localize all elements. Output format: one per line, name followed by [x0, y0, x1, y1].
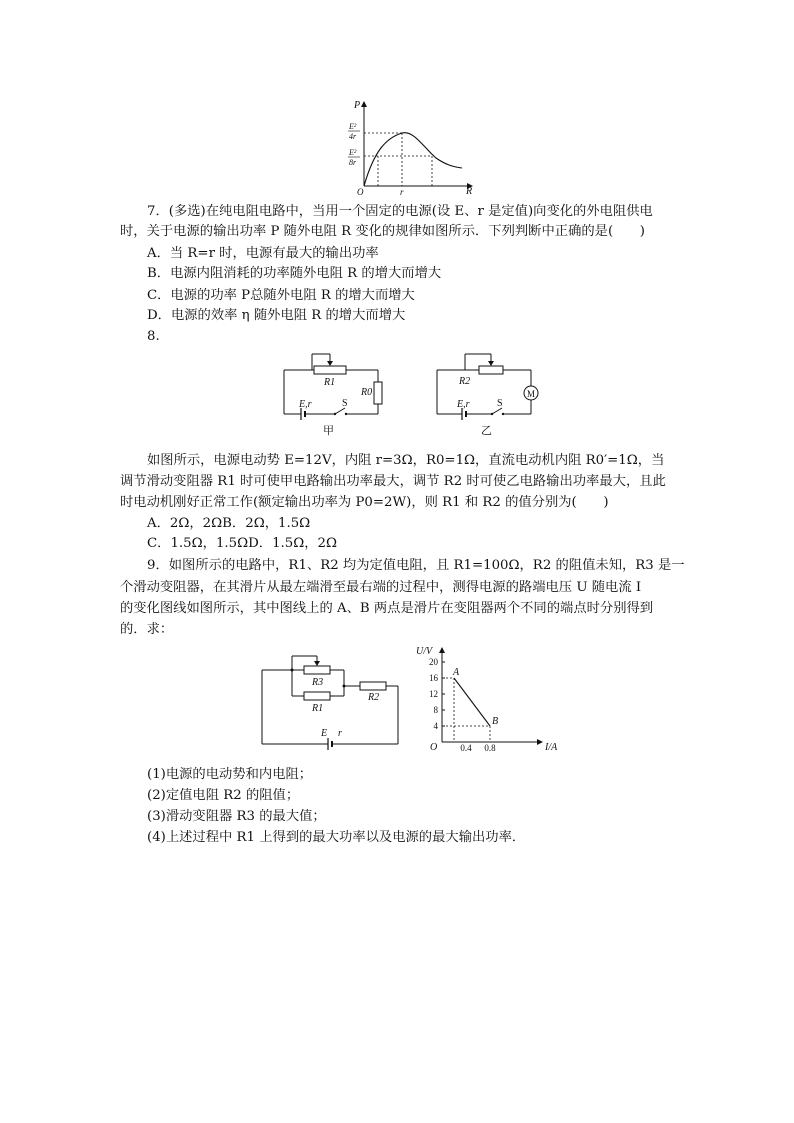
caption-b: 乙: [481, 425, 492, 437]
tick-top-numerator: E²: [349, 122, 357, 131]
q7-option-d: D．电源的效率 η 随外电阻 R 的增大而增大: [147, 308, 406, 323]
q8-line-2: 调节滑动变阻器 R1 时可使甲电路输出功率最大，调节 R2 时可使乙电路输出功率最大，且此: [120, 474, 666, 489]
q8-line-1: 如图所示，电源电动势 E=12V，内阻 r=3Ω，R0=1Ω，直流电动机内阻 R0′=1Ω，当: [147, 453, 665, 468]
tick-mid-numerator: E²: [349, 148, 357, 157]
q7-option-c: C．电源的功率 P总随外电阻 R 的增大而增大: [147, 288, 415, 303]
r2-label: R2: [459, 376, 471, 387]
power-curve: [364, 133, 462, 186]
source-label: E,r: [299, 399, 312, 410]
circuit-b-diagram: [435, 350, 545, 446]
p-axis-label: P: [354, 100, 361, 111]
y-tick-label: 8: [433, 705, 438, 715]
resistor-r3: [304, 666, 330, 674]
u-i-graph: [410, 642, 570, 754]
source-label: E,r: [457, 399, 470, 410]
switch-label: S: [342, 398, 348, 409]
tick-top-denominator: 4r: [349, 132, 357, 141]
q9-question-4: (4)上述过程中 R1 上得到的最大功率以及电源的最大输出功率．: [147, 830, 526, 845]
u-axis-label: U/V: [416, 646, 433, 657]
r1-label: R1: [312, 703, 324, 714]
q8-options-row-1: A．2Ω，2ΩB．2Ω，1.5Ω: [147, 516, 311, 531]
tick-r-label: r: [400, 187, 404, 196]
resistor-r2: [360, 682, 386, 690]
q8-line-3: 时电动机刚好正常工作(额定输出功率为 P0=2W)，则 R1 和 R2 的值分别为( ): [120, 495, 609, 510]
r3-label: R3: [312, 677, 324, 688]
e-label: E: [321, 728, 328, 739]
q9-line-4: 的．求：: [120, 622, 174, 637]
y-tick-label: 20: [429, 657, 438, 667]
y-tick-label: 12: [429, 689, 438, 699]
r1-label: R1: [324, 377, 336, 388]
power-resistance-graph: [340, 96, 480, 196]
q7-line-1: 7．(多选)在纯电阻电路中，当用一个固定的电源(设 E、r 是定值)向变化的外电阻供电: [147, 204, 653, 219]
q8-options-row-2: C．1.5Ω，1.5ΩD．1.5Ω，2Ω: [147, 536, 338, 551]
point-a-label: A: [453, 667, 460, 678]
r2-label: R2: [368, 692, 380, 703]
caption-a: 甲: [323, 425, 334, 437]
ab-line: [454, 678, 490, 726]
y-tick-label: 4: [433, 721, 438, 731]
x-tick-label: 0.8: [484, 743, 496, 753]
y-tick-label: 16: [429, 673, 438, 683]
q9-question-2: (2)定值电阻 R2 的阻值；: [147, 788, 300, 803]
q7-option-a: A．当 R=r 时，电源有最大的输出功率: [147, 246, 379, 261]
origin-label: O: [430, 742, 438, 753]
q9-question-3: (3)滑动变阻器 R3 的最大值；: [147, 809, 326, 824]
resistor-r2: [479, 366, 503, 374]
r0-label: R0: [361, 387, 373, 398]
q9-question-1: (1)电源的电动势和内电阻；: [147, 767, 313, 782]
circuit-a-diagram: [282, 350, 388, 446]
x-tick-label: 0.4: [460, 743, 472, 753]
resistor-r0: [374, 382, 382, 404]
resistor-r1: [304, 692, 330, 700]
q9-line-2: 个滑动变阻器，在其滑片从最左端滑至最右端的过程中，测得电源的路端电压 U 随电流 I: [120, 580, 642, 595]
resistor-r1: [314, 366, 346, 374]
motor-label: M: [527, 389, 536, 399]
i-axis-label: I/A: [545, 742, 558, 753]
r-axis-label: R: [466, 186, 473, 196]
q9-line-1: 9．如图所示的电路中，R1、R2 均为定值电阻，且 R1=100Ω，R2 的阻值未知，R3 是一: [147, 558, 685, 573]
r-label: r: [338, 728, 342, 739]
point-b-label: B: [492, 716, 499, 727]
tick-mid-denominator: 8r: [349, 158, 357, 167]
q9-circuit-diagram: [260, 652, 402, 752]
q9-line-3: 的变化图线如图所示，其中图线上的 A、B 两点是滑片在变阻器两个不同的端点时分别得到: [120, 601, 654, 616]
switch-label: S: [497, 398, 503, 409]
q8-number: 8.: [147, 329, 160, 344]
q7-line-2: 时，关于电源的输出功率 P 随外电阻 R 变化的规律如图所示．下列判断中正确的是( ): [120, 224, 645, 239]
origin-label: O: [357, 187, 364, 196]
q7-option-b: B．电源内阻消耗的功率随外电阻 R 的增大而增大: [147, 266, 442, 281]
